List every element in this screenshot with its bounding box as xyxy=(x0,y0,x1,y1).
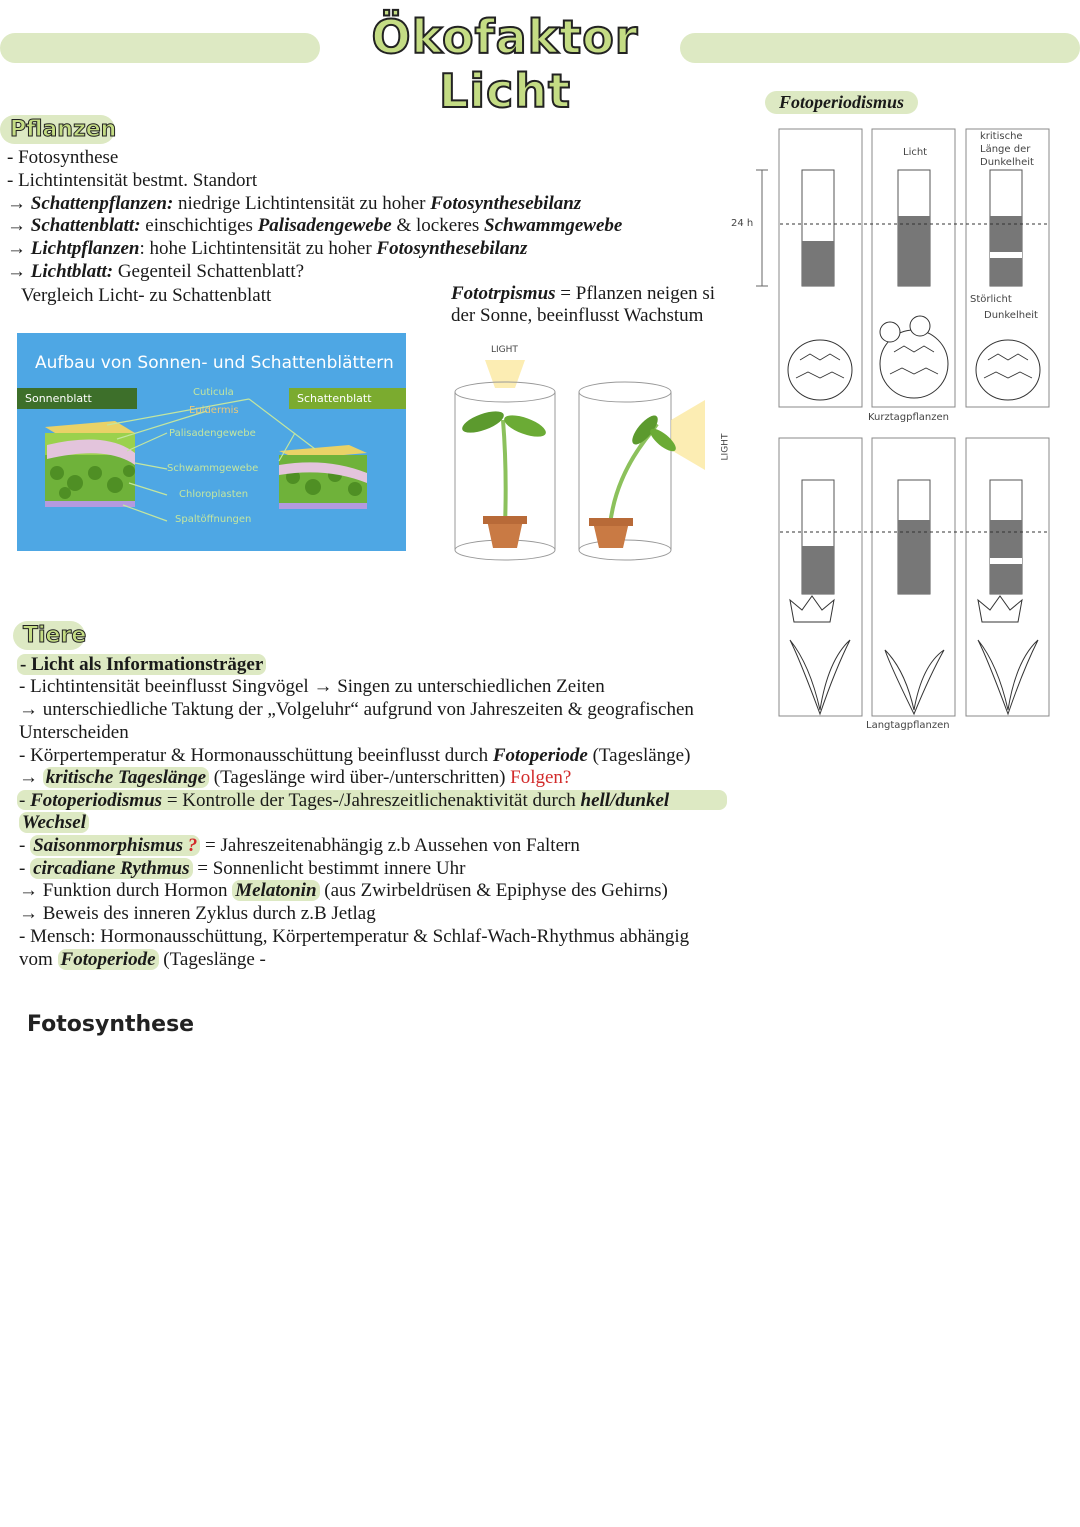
folgen-note: Folgen? xyxy=(510,767,572,788)
term-fotoperiodismus: Fotoperiodismus xyxy=(30,790,163,811)
term-schattenblatt: Schattenblatt: xyxy=(30,215,141,236)
leaf-part-palisaden: Palisadengewebe xyxy=(169,428,256,439)
term-circadiane-rhythmus: circadiane Rythmus xyxy=(30,858,192,879)
animals-line-13: vom Fotoperiode (Tageslänge - xyxy=(19,949,266,970)
plants-compare: Vergleich Licht- zu Schattenblatt xyxy=(21,285,272,306)
critical-dark-label-2: Länge der xyxy=(980,144,1031,155)
kurztag-label: Kurztagpflanzen xyxy=(868,412,950,423)
leaf-part-cuticula: Cuticula xyxy=(193,387,234,398)
title-bar-left xyxy=(0,33,320,63)
leaf-part-chloroplasten: Chloroplasten xyxy=(179,489,249,500)
hours-label: 24 h xyxy=(731,218,754,229)
plants-heading: Pflanzen xyxy=(10,117,117,142)
animals-line-7 xyxy=(19,812,89,834)
plants-light-plants: → Lichtpflanzen: hohe Lichtintensität zu hoher Fotosynthesebilanz xyxy=(7,238,528,259)
plants-shadow-plants: → Schattenpflanzen: niedrige Lichtintensität zu hoher Fotosynthesebilanz xyxy=(7,193,582,214)
fotoperiodismus-title: Fotoperiodismus xyxy=(765,91,918,114)
animals-line-9: - circadiane Rythmus = Sonnenlicht bestimmt innere Uhr xyxy=(19,858,466,879)
critical-dark-label-1: kritische xyxy=(980,131,1023,142)
plants-light-leaf: → Lichtblatt: Gegenteil Schattenblatt? xyxy=(7,261,305,282)
term-hell-dunkel: hell/dunkel xyxy=(580,790,670,811)
page-title: Ökofaktor Licht xyxy=(371,10,639,118)
term-schwamm: Schwammgewebe xyxy=(484,215,623,236)
term-lichtblatt: Lichtblatt: xyxy=(30,261,114,282)
term-fotosynthesebilanz: Fotosynthesebilanz xyxy=(430,193,582,214)
animals-line-4: - Körpertemperatur & Hormonausschüttung beeinflusst durch Fotoperiode (Tageslänge) xyxy=(19,745,691,766)
term-palisaden: Palisadengewebe xyxy=(257,215,392,236)
animals-line-1: - Lichtintensität beeinflusst Singvögel → Singen zu unterschiedlichen Zeiten xyxy=(19,676,605,697)
plants-heading-tag xyxy=(0,115,115,144)
term-fotoperiode: Fotoperiode xyxy=(492,745,588,766)
shade-leaf-label: Schattenblatt xyxy=(289,388,406,409)
phototropism-illustration xyxy=(445,340,735,570)
stoerlicht-label: Störlicht xyxy=(970,294,1012,305)
animals-line-5: → kritische Tageslänge (Tageslänge wird über-/unterschritten) Folgen? xyxy=(19,767,572,788)
leaf-diagram-title: Aufbau von Sonnen- und Schattenblättern xyxy=(35,353,394,373)
plants-line-2: - Lichtintensität bestmt. Standort xyxy=(7,170,258,191)
animals-line-6: - Fotoperiodismus = Kontrolle der Tages-/Jahreszeitlichenaktivität durch hell/dunkel xyxy=(19,790,670,811)
leaf-structure-diagram xyxy=(17,333,406,551)
term-kritische-tageslaenge: kritische Tageslänge xyxy=(43,767,209,788)
term-schattenpflanzen: Schattenpflanzen: xyxy=(30,193,174,214)
animals-info-heading: - Licht als Informationsträger xyxy=(17,654,266,676)
plants-shadow-leaf: → Schattenblatt: einschichtiges Palisadengewebe & lockeres Schwammgewebe xyxy=(7,215,623,236)
animals-heading-tag xyxy=(13,621,85,650)
term-fotosynthesebilanz-2: Fotosynthesebilanz xyxy=(376,238,528,259)
animals-line-11: → Beweis des inneren Zyklus durch z.B Jetlag xyxy=(19,903,376,924)
light-label-side: LIGHT xyxy=(720,433,731,461)
term-melatonin: Melatonin xyxy=(232,880,319,901)
critical-dark-label-3: Dunkelheit xyxy=(980,157,1034,168)
sun-leaf-label: Sonnenblatt xyxy=(17,388,137,409)
langtag-label: Langtagpflanzen xyxy=(866,720,950,731)
animals-line-10: → Funktion durch Hormon Melatonin (aus Zwirbeldrüsen & Epiphyse des Gehirns) xyxy=(19,880,668,901)
leaf-part-epidermis: Epidermis xyxy=(189,405,239,416)
plants-line-1: - Fotosynthese xyxy=(7,147,119,168)
animals-heading: Tiere xyxy=(23,623,87,648)
phototropism-line-1: Fototrpismus = Pflanzen neigen si xyxy=(451,283,716,304)
term-saisonmorphismus: Saisonmorphismus ? xyxy=(30,835,200,856)
title-bar-right xyxy=(680,33,1080,63)
animals-line-2: → unterschiedliche Taktung der „Volgeluhr“ aufgrund von Jahreszeiten & geografischen xyxy=(19,699,694,720)
term-lichtpflanzen: Lichtpflanzen xyxy=(30,238,140,259)
animals-line-12: - Mensch: Hormonausschüttung, Körpertemperatur & Schlaf-Wach-Rhythmus abhängig xyxy=(19,926,690,947)
term-fotoperiode-2: Fotoperiode xyxy=(58,949,159,970)
animals-line-8: - Saisonmorphismus ? = Jahreszeitenabhängig z.b Aussehen von Faltern xyxy=(19,835,580,856)
fotosynthese-heading: Fotosynthese xyxy=(27,1012,195,1037)
leaf-part-spaltoeffnungen: Spaltöffnungen xyxy=(175,514,252,525)
phototropism-line-2: der Sonne, beeinflusst Wachstum xyxy=(451,305,704,326)
term-wechsel: Wechsel xyxy=(19,812,89,833)
leaf-part-schwamm: Schwammgewebe xyxy=(167,463,259,474)
light-label-top: LIGHT xyxy=(491,345,518,355)
licht-label: Licht xyxy=(903,147,928,158)
animals-line-3: Unterscheiden xyxy=(19,722,129,743)
term-fototropismus: Fototrpismus xyxy=(451,283,556,304)
dunkelheit-label: Dunkelheit xyxy=(984,310,1038,321)
photoperiod-diagram xyxy=(740,120,1060,730)
